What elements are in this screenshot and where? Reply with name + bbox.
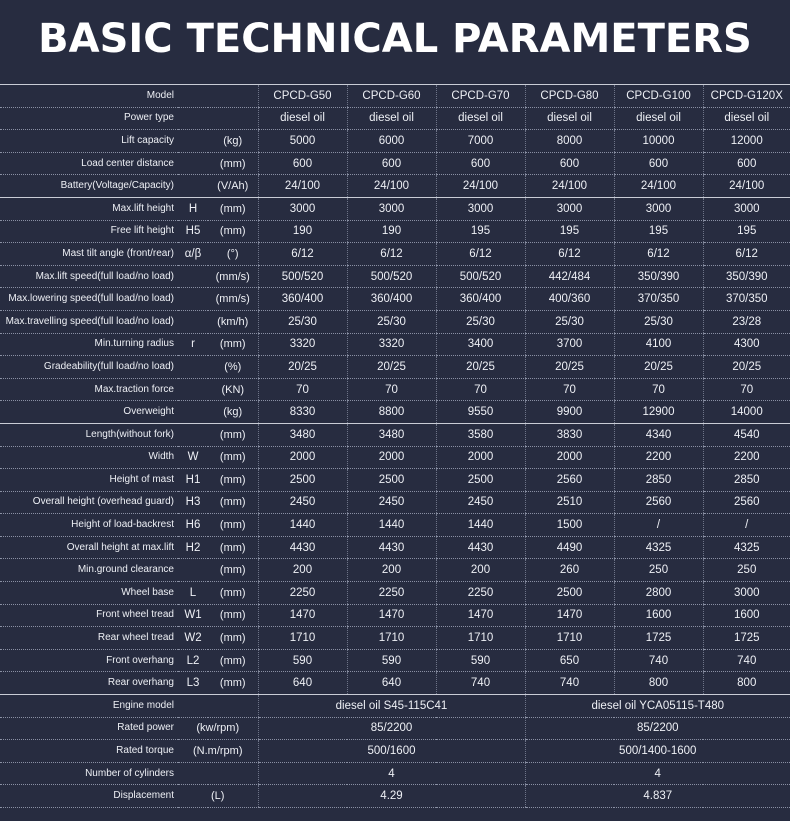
value-cell: CPCD-G50 [258, 85, 347, 108]
row-unit: (mm) [208, 423, 258, 446]
row-label: Max.travelling speed(full load/no load) [0, 310, 178, 333]
row-label: Lift capacity [0, 130, 178, 153]
value-cell: 2560 [614, 491, 703, 514]
value-cell: 3000 [347, 197, 436, 220]
value-cell: 4340 [614, 423, 703, 446]
value-cell: 25/30 [347, 310, 436, 333]
value-cell: 70 [703, 378, 790, 401]
row-unit: (mm) [208, 627, 258, 650]
row-label: Gradeability(full load/no load) [0, 356, 178, 379]
value-cell: 7000 [436, 130, 525, 153]
table-row [0, 265, 790, 288]
value-cell: 6/12 [347, 243, 436, 266]
table-row [0, 469, 790, 492]
engine-right-value: 500/1400-1600 [525, 740, 790, 763]
value-cell: 370/350 [703, 288, 790, 311]
row-label: Height of load-backrest [0, 514, 178, 537]
value-cell: 2560 [525, 469, 614, 492]
value-cell: 1600 [703, 604, 790, 627]
value-cell: 24/100 [347, 175, 436, 198]
value-cell: 740 [525, 672, 614, 695]
parameters-table [0, 84, 790, 808]
value-cell: 10000 [614, 130, 703, 153]
table-row [0, 401, 790, 424]
value-cell: 6/12 [436, 243, 525, 266]
value-cell: 70 [347, 378, 436, 401]
engine-right-value: 85/2200 [525, 717, 790, 740]
value-cell: 4430 [436, 536, 525, 559]
value-cell: 1710 [436, 627, 525, 650]
row-label: Overweight [0, 401, 178, 424]
value-cell: 2850 [614, 469, 703, 492]
row-label: Max.lowering speed(full load/no load) [0, 288, 178, 311]
value-cell: 6/12 [703, 243, 790, 266]
value-cell: 2450 [436, 491, 525, 514]
engine-row [0, 695, 790, 718]
row-unit: (mm) [208, 197, 258, 220]
value-cell: 2000 [258, 446, 347, 469]
table-row [0, 333, 790, 356]
row-label: Rear overhang [0, 672, 178, 695]
value-cell: 3700 [525, 333, 614, 356]
value-cell: 650 [525, 649, 614, 672]
value-cell: 24/100 [703, 175, 790, 198]
value-cell: diesel oil [525, 107, 614, 130]
row-symbol: r [178, 333, 208, 356]
value-cell: 3320 [258, 333, 347, 356]
value-cell: 3480 [347, 423, 436, 446]
value-cell: 3400 [436, 333, 525, 356]
row-unit: (mm) [208, 514, 258, 537]
value-cell: 1500 [525, 514, 614, 537]
value-cell: 1470 [525, 604, 614, 627]
table-row [0, 649, 790, 672]
row-label: Load center distance [0, 152, 178, 175]
value-cell: / [703, 514, 790, 537]
table-row [0, 672, 790, 695]
value-cell: 24/100 [525, 175, 614, 198]
table-row [0, 197, 790, 220]
value-cell: 590 [347, 649, 436, 672]
value-cell: 500/520 [347, 265, 436, 288]
value-cell: diesel oil [614, 107, 703, 130]
row-symbol [178, 85, 208, 108]
table-row [0, 130, 790, 153]
value-cell: 3000 [258, 197, 347, 220]
row-symbol [178, 152, 208, 175]
value-cell: 600 [436, 152, 525, 175]
value-cell: 6/12 [525, 243, 614, 266]
row-symbol [178, 401, 208, 424]
table-row [0, 582, 790, 605]
value-cell: CPCD-G100 [614, 85, 703, 108]
value-cell: 2200 [614, 446, 703, 469]
engine-label: Engine model [0, 695, 178, 718]
row-symbol: L [178, 582, 208, 605]
value-cell: 740 [703, 649, 790, 672]
value-cell: 1725 [614, 627, 703, 650]
row-unit: (mm/s) [208, 288, 258, 311]
value-cell: 740 [436, 672, 525, 695]
value-cell: 1710 [258, 627, 347, 650]
value-cell: / [614, 514, 703, 537]
value-cell: CPCD-G80 [525, 85, 614, 108]
value-cell: 9900 [525, 401, 614, 424]
value-cell: 8000 [525, 130, 614, 153]
row-unit: (mm) [208, 559, 258, 582]
table-row [0, 514, 790, 537]
value-cell: 4300 [703, 333, 790, 356]
row-symbol [178, 107, 208, 130]
row-label: Model [0, 85, 178, 108]
value-cell: 400/360 [525, 288, 614, 311]
value-cell: 3000 [703, 582, 790, 605]
value-cell: diesel oil [436, 107, 525, 130]
row-symbol: H5 [178, 220, 208, 243]
engine-row [0, 717, 790, 740]
value-cell: 1710 [525, 627, 614, 650]
value-cell: 2510 [525, 491, 614, 514]
value-cell: 70 [525, 378, 614, 401]
value-cell: 12000 [703, 130, 790, 153]
row-unit: (mm) [208, 536, 258, 559]
engine-left-value: diesel oil S45-115C41 [258, 695, 525, 718]
value-cell: 3000 [436, 197, 525, 220]
row-unit: (km/h) [208, 310, 258, 333]
value-cell: 3830 [525, 423, 614, 446]
value-cell: 3000 [525, 197, 614, 220]
value-cell: 20/25 [347, 356, 436, 379]
row-unit: (KN) [208, 378, 258, 401]
row-label: Front overhang [0, 649, 178, 672]
value-cell: 1725 [703, 627, 790, 650]
table-row [0, 85, 790, 108]
table-row [0, 627, 790, 650]
value-cell: 6000 [347, 130, 436, 153]
value-cell: 1600 [614, 604, 703, 627]
value-cell: 640 [258, 672, 347, 695]
value-cell: 195 [436, 220, 525, 243]
row-symbol [178, 175, 208, 198]
value-cell: 195 [525, 220, 614, 243]
engine-unit: (kw/rpm) [178, 717, 258, 740]
row-symbol: H [178, 197, 208, 220]
row-label: Min.ground clearance [0, 559, 178, 582]
table-row [0, 559, 790, 582]
value-cell: 9550 [436, 401, 525, 424]
value-cell: 200 [347, 559, 436, 582]
value-cell: 25/30 [614, 310, 703, 333]
row-label: Max.lift speed(full load/no load) [0, 265, 178, 288]
row-unit [208, 107, 258, 130]
row-label: Front wheel tread [0, 604, 178, 627]
engine-right-value: 4 [525, 762, 790, 785]
value-cell: 370/350 [614, 288, 703, 311]
value-cell: 590 [258, 649, 347, 672]
page-title: BASIC TECHNICAL PARAMETERS [38, 16, 752, 62]
value-cell: 3000 [703, 197, 790, 220]
value-cell: 6/12 [258, 243, 347, 266]
value-cell: 2250 [347, 582, 436, 605]
value-cell: 195 [614, 220, 703, 243]
row-unit: (mm) [208, 491, 258, 514]
value-cell: 25/30 [525, 310, 614, 333]
row-label: Overall height (overhead guard) [0, 491, 178, 514]
row-label: Width [0, 446, 178, 469]
row-symbol: L3 [178, 672, 208, 695]
value-cell: CPCD-G60 [347, 85, 436, 108]
engine-left-value: 500/1600 [258, 740, 525, 763]
engine-row [0, 762, 790, 785]
row-symbol: W1 [178, 604, 208, 627]
value-cell: 740 [614, 649, 703, 672]
value-cell: 4325 [703, 536, 790, 559]
value-cell: 2500 [436, 469, 525, 492]
value-cell: 8800 [347, 401, 436, 424]
value-cell: 12900 [614, 401, 703, 424]
value-cell: 250 [703, 559, 790, 582]
row-label: Height of mast [0, 469, 178, 492]
row-symbol: H1 [178, 469, 208, 492]
engine-left-value: 4.29 [258, 785, 525, 808]
value-cell: 1470 [258, 604, 347, 627]
engine-unit [178, 762, 258, 785]
engine-unit [178, 695, 258, 718]
value-cell: 2450 [347, 491, 436, 514]
row-label: Wheel base [0, 582, 178, 605]
value-cell: 442/484 [525, 265, 614, 288]
value-cell: 360/400 [436, 288, 525, 311]
value-cell: 20/25 [614, 356, 703, 379]
value-cell: diesel oil [703, 107, 790, 130]
value-cell: 2450 [258, 491, 347, 514]
value-cell: 3320 [347, 333, 436, 356]
engine-label: Rated torque [0, 740, 178, 763]
row-symbol [178, 423, 208, 446]
value-cell: 1710 [347, 627, 436, 650]
value-cell: 2200 [703, 446, 790, 469]
engine-left-value: 85/2200 [258, 717, 525, 740]
value-cell: 25/30 [258, 310, 347, 333]
value-cell: 3480 [258, 423, 347, 446]
value-cell: 350/390 [703, 265, 790, 288]
value-cell: 4490 [525, 536, 614, 559]
value-cell: 23/28 [703, 310, 790, 333]
engine-label: Displacement [0, 785, 178, 808]
row-label: Battery(Voltage/Capacity) [0, 175, 178, 198]
value-cell: 260 [525, 559, 614, 582]
table-row [0, 107, 790, 130]
row-symbol [178, 310, 208, 333]
table-row [0, 152, 790, 175]
row-unit: (mm/s) [208, 265, 258, 288]
value-cell: 24/100 [436, 175, 525, 198]
value-cell: 350/390 [614, 265, 703, 288]
row-unit: (mm) [208, 152, 258, 175]
value-cell: 2250 [436, 582, 525, 605]
value-cell: 200 [436, 559, 525, 582]
value-cell: 20/25 [703, 356, 790, 379]
value-cell: 4540 [703, 423, 790, 446]
table-row [0, 175, 790, 198]
row-unit: (mm) [208, 649, 258, 672]
row-symbol [178, 265, 208, 288]
value-cell: 3580 [436, 423, 525, 446]
value-cell: CPCD-G70 [436, 85, 525, 108]
value-cell: 5000 [258, 130, 347, 153]
value-cell: CPCD-G120X [703, 85, 790, 108]
value-cell: 20/25 [258, 356, 347, 379]
row-unit: (mm) [208, 604, 258, 627]
row-label: Mast tilt angle (front/rear) [0, 243, 178, 266]
table-row [0, 243, 790, 266]
value-cell: 20/25 [525, 356, 614, 379]
table-row [0, 288, 790, 311]
value-cell: 1470 [347, 604, 436, 627]
value-cell: 360/400 [347, 288, 436, 311]
table-row [0, 491, 790, 514]
row-symbol: α/β [178, 243, 208, 266]
row-unit: (V/Ah) [208, 175, 258, 198]
value-cell: 2800 [614, 582, 703, 605]
value-cell: 500/520 [258, 265, 347, 288]
row-label: Power type [0, 107, 178, 130]
value-cell: 800 [614, 672, 703, 695]
table-row [0, 604, 790, 627]
row-label: Min.turning radius [0, 333, 178, 356]
value-cell: 2500 [525, 582, 614, 605]
table-row [0, 220, 790, 243]
row-unit [208, 85, 258, 108]
value-cell: 200 [258, 559, 347, 582]
value-cell: 2560 [703, 491, 790, 514]
engine-row [0, 740, 790, 763]
table-row [0, 356, 790, 379]
engine-left-value: 4 [258, 762, 525, 785]
value-cell: 1470 [436, 604, 525, 627]
row-symbol [178, 378, 208, 401]
row-unit: (mm) [208, 446, 258, 469]
value-cell: 4100 [614, 333, 703, 356]
value-cell: 2850 [703, 469, 790, 492]
row-label: Max.traction force [0, 378, 178, 401]
value-cell: 600 [614, 152, 703, 175]
value-cell: 24/100 [614, 175, 703, 198]
row-unit: (mm) [208, 672, 258, 695]
row-symbol [178, 130, 208, 153]
value-cell: 4325 [614, 536, 703, 559]
value-cell: 250 [614, 559, 703, 582]
row-symbol: W [178, 446, 208, 469]
row-label: Free lift height [0, 220, 178, 243]
row-symbol: H3 [178, 491, 208, 514]
value-cell: 195 [703, 220, 790, 243]
engine-unit: (L) [178, 785, 258, 808]
value-cell: 2250 [258, 582, 347, 605]
row-unit: (kg) [208, 130, 258, 153]
value-cell: 2500 [347, 469, 436, 492]
value-cell: 2000 [525, 446, 614, 469]
engine-label: Rated power [0, 717, 178, 740]
table-row [0, 423, 790, 446]
engine-right-value: 4.837 [525, 785, 790, 808]
row-label: Max.lift height [0, 197, 178, 220]
value-cell: 1440 [436, 514, 525, 537]
value-cell: 2000 [436, 446, 525, 469]
value-cell: 14000 [703, 401, 790, 424]
value-cell: 640 [347, 672, 436, 695]
value-cell: 500/520 [436, 265, 525, 288]
row-symbol: W2 [178, 627, 208, 650]
value-cell: 590 [436, 649, 525, 672]
row-unit: (mm) [208, 333, 258, 356]
row-unit: (%) [208, 356, 258, 379]
value-cell: 70 [436, 378, 525, 401]
row-symbol: L2 [178, 649, 208, 672]
value-cell: 70 [258, 378, 347, 401]
value-cell: 600 [703, 152, 790, 175]
value-cell: 190 [347, 220, 436, 243]
value-cell: 70 [614, 378, 703, 401]
row-symbol [178, 288, 208, 311]
row-unit: (mm) [208, 220, 258, 243]
engine-label: Number of cylinders [0, 762, 178, 785]
value-cell: 24/100 [258, 175, 347, 198]
table-row [0, 536, 790, 559]
row-unit: (°) [208, 243, 258, 266]
value-cell: 6/12 [614, 243, 703, 266]
value-cell: 8330 [258, 401, 347, 424]
value-cell: 190 [258, 220, 347, 243]
table-row [0, 446, 790, 469]
row-label: Rear wheel tread [0, 627, 178, 650]
value-cell: 2500 [258, 469, 347, 492]
row-symbol: H2 [178, 536, 208, 559]
value-cell: 3000 [614, 197, 703, 220]
value-cell: diesel oil [258, 107, 347, 130]
row-label: Overall height at max.lift [0, 536, 178, 559]
value-cell: 2000 [347, 446, 436, 469]
row-symbol [178, 559, 208, 582]
row-unit: (kg) [208, 401, 258, 424]
row-unit: (mm) [208, 469, 258, 492]
value-cell: 20/25 [436, 356, 525, 379]
engine-unit: (N.m/rpm) [178, 740, 258, 763]
value-cell: 25/30 [436, 310, 525, 333]
row-unit: (mm) [208, 582, 258, 605]
value-cell: 4430 [347, 536, 436, 559]
row-symbol [178, 356, 208, 379]
engine-row [0, 785, 790, 808]
table-row [0, 310, 790, 333]
value-cell: 600 [347, 152, 436, 175]
engine-right-value: diesel oil YCA05115-T480 [525, 695, 790, 718]
value-cell: diesel oil [347, 107, 436, 130]
value-cell: 1440 [258, 514, 347, 537]
row-symbol: H6 [178, 514, 208, 537]
value-cell: 1440 [347, 514, 436, 537]
value-cell: 600 [525, 152, 614, 175]
value-cell: 800 [703, 672, 790, 695]
table-row [0, 378, 790, 401]
value-cell: 4430 [258, 536, 347, 559]
value-cell: 600 [258, 152, 347, 175]
row-label: Length(without fork) [0, 423, 178, 446]
value-cell: 360/400 [258, 288, 347, 311]
